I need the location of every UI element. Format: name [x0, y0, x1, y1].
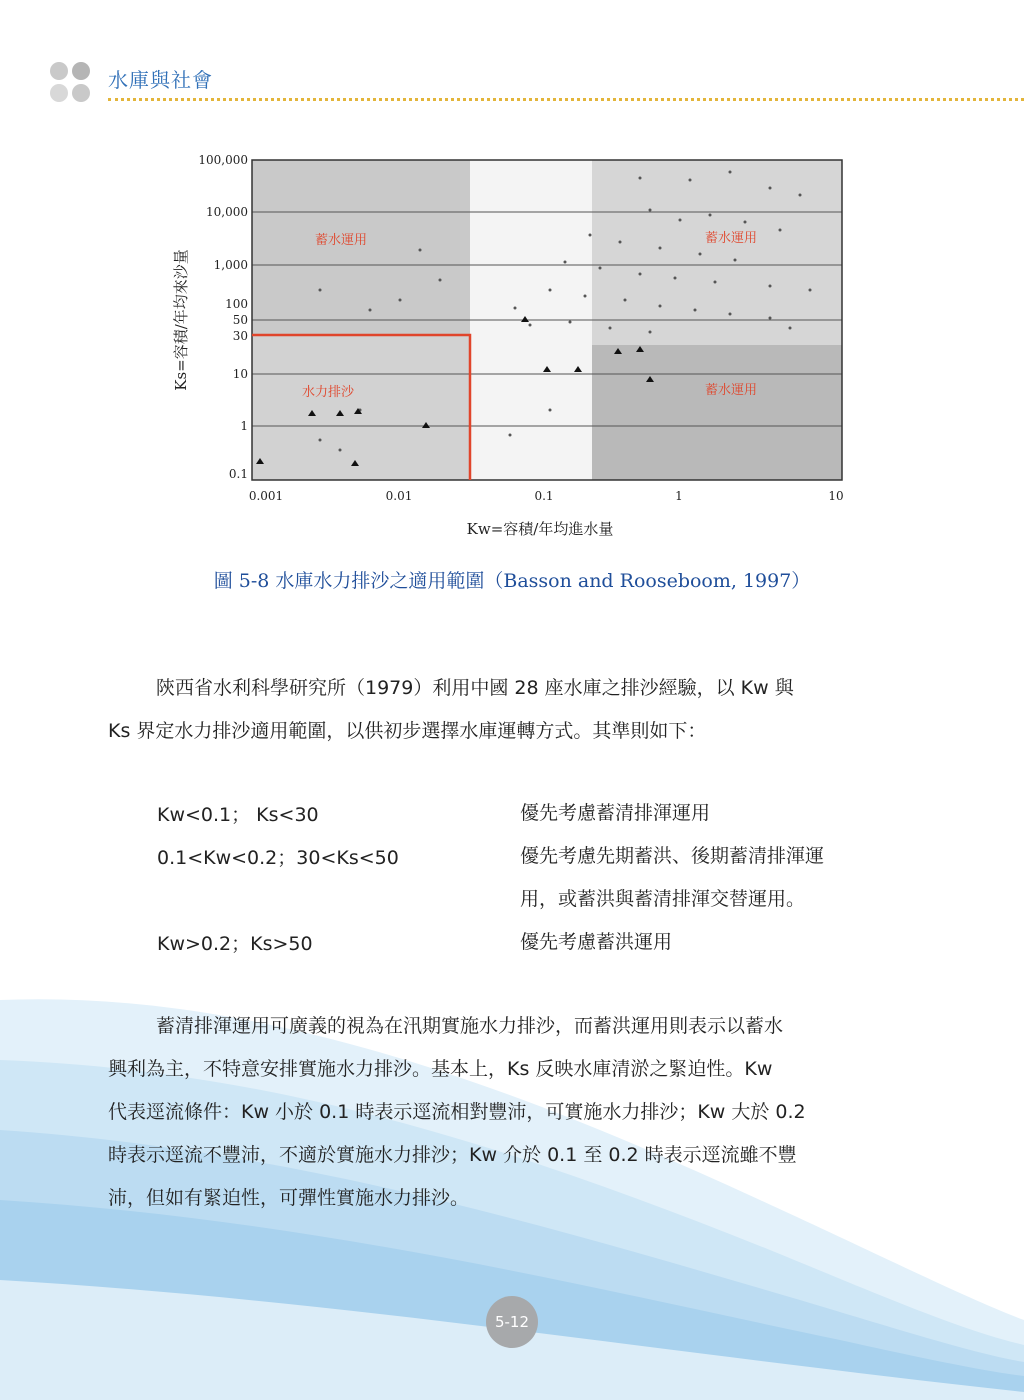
criterion-action-line: 用，或蓄洪與蓄清排渾交替運用。	[520, 888, 806, 910]
y-axis-title: Ks=容積/年均來沙量	[172, 249, 190, 391]
zone-label-storage-top: 蓄水運用	[315, 233, 368, 248]
page-number-badge: 5-12	[486, 1296, 538, 1348]
header-divider	[108, 98, 1024, 101]
page-header	[50, 60, 1024, 104]
y-tick-label: 100	[225, 297, 248, 311]
x-tick-label: 0.001	[248, 489, 284, 503]
paragraph-intro	[108, 667, 918, 753]
figure-caption: 圖 5-8 水庫水力排沙之適用範圍（Basson and Rooseboom, 1997）	[213, 570, 811, 592]
figure-kw-ks-chart	[170, 150, 860, 550]
criterion-action-line: 優先考慮先期蓄洪、後期蓄清排渾運	[520, 845, 825, 867]
criterion-action-1: 優先考慮蓄清排渾運用	[520, 802, 711, 824]
zone-label-storage-top-right: 蓄水運用	[705, 231, 758, 246]
paragraph-line: Ks 界定水力排沙適用範圍，以供初步選擇水庫運轉方式。其準則如下：	[108, 720, 707, 742]
text-line: 蓄清排渾運用可廣義的視為在汛期實施水力排沙，而蓄洪運用則表示以蓄水	[156, 1015, 784, 1037]
x-tick-label: 1	[675, 489, 683, 503]
paragraph-line	[108, 1005, 918, 1048]
x-tick-label: 10	[828, 489, 844, 503]
y-tick-label: 0.1	[228, 467, 248, 481]
criterion-action-3: 優先考慮蓄洪運用	[520, 931, 673, 953]
y-tick-label: 30	[232, 329, 248, 343]
criterion-action-2	[520, 835, 900, 921]
chapter-title: 水庫與社會	[108, 68, 213, 92]
y-tick-label: 1	[240, 419, 248, 433]
paragraph-line: 時表示逕流不豐沛，不適於實施水力排沙；Kw 介於 0.1 至 0.2 時表示逕流雖不豐	[108, 1144, 797, 1166]
paragraph-line: 興利為主，不特意安排實施水力排沙。基本上，Ks 反映水庫清淤之緊迫性。Kw	[108, 1058, 773, 1080]
x-tick-label: 0.01	[385, 489, 413, 503]
paragraph-line	[108, 667, 918, 710]
criterion-condition-2: 0.1<Kw<0.2；30<Ks<50	[157, 847, 399, 869]
x-axis-title: Kw=容積/年均進水量	[466, 520, 614, 538]
criterion-condition-3: Kw>0.2；Ks>50	[157, 933, 313, 955]
text-line: 陝西省水利科學研究所（1979）利用中國 28 座水庫之排沙經驗，以 Kw 與	[156, 677, 794, 699]
y-tick-label: 1,000	[213, 258, 248, 272]
header-dots-icon	[50, 62, 92, 104]
paragraph-line: 沛，但如有緊迫性，可彈性實施水力排沙。	[108, 1187, 470, 1209]
criterion-condition-1: Kw<0.1； Ks<30	[157, 804, 319, 826]
y-tick-label: 100,000	[198, 153, 248, 167]
x-tick-label: 0.1	[534, 489, 554, 503]
y-tick-label: 10	[232, 367, 248, 381]
zone-label-flushing: 水力排沙	[302, 385, 355, 400]
paragraph-explanation	[108, 1005, 918, 1220]
y-tick-label: 50	[232, 313, 248, 327]
zone-label-storage-bottom: 蓄水運用	[705, 383, 758, 398]
paragraph-line: 代表逕流條件：Kw 小於 0.1 時表示逕流相對豐沛，可實施水力排沙；Kw 大於 0.2	[108, 1101, 806, 1123]
y-tick-label: 10,000	[206, 205, 248, 219]
